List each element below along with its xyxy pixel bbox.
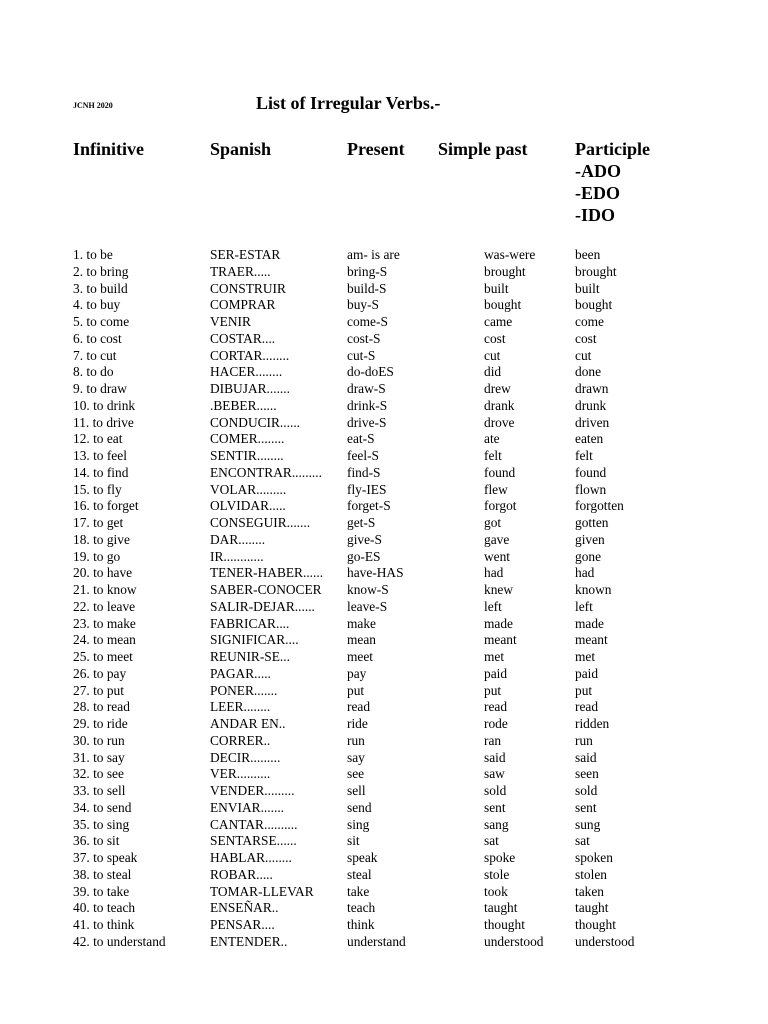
cell-infinitive: 6. to cost: [73, 330, 122, 346]
column-header-simple-past: Simple past: [438, 139, 528, 159]
table-row: [0, 415, 768, 432]
table-row: [0, 549, 768, 566]
cell-spanish: TRAER.....: [210, 263, 271, 279]
cell-simple-past: ate: [484, 431, 500, 447]
cell-simple-past: understood: [484, 933, 544, 949]
cell-present: get-S: [347, 515, 376, 530]
cell-infinitive: 31. to say: [73, 749, 125, 765]
cell-participle: found: [575, 464, 607, 480]
cell-participle: brought: [575, 263, 617, 279]
cell-present: bring-S: [347, 263, 388, 279]
cell-spanish: CONDUCIR......: [210, 414, 301, 430]
cell-present: have-HAS: [347, 565, 404, 581]
cell-infinitive: 2. to bring: [73, 263, 129, 279]
cell-simple-past: taught: [484, 900, 518, 916]
table-row: [0, 833, 768, 850]
cell-present: mean: [347, 632, 376, 648]
cell-spanish: CONSEGUIR.......: [210, 515, 311, 530]
cell-infinitive: 9. to draw: [73, 381, 127, 396]
cell-participle: cost: [575, 330, 597, 346]
cell-participle: meant: [575, 632, 608, 648]
cell-infinitive: 21. to know: [73, 582, 137, 597]
cell-infinitive: 16. to forget: [73, 498, 139, 514]
cell-infinitive: 18. to give: [73, 531, 130, 547]
cell-participle: had: [575, 565, 595, 581]
cell-simple-past: went: [484, 548, 511, 564]
cell-infinitive: 26. to pay: [73, 665, 127, 681]
cell-infinitive: 13. to feel: [73, 448, 127, 463]
cell-participle: ridden: [575, 716, 610, 731]
cell-participle: made: [575, 615, 604, 631]
cell-present: cut-S: [347, 347, 376, 363]
column-header-present: Present: [347, 139, 405, 159]
cell-spanish: ROBAR.....: [210, 866, 273, 882]
table-row: [0, 750, 768, 767]
cell-participle: drunk: [575, 397, 607, 413]
cell-infinitive: 25. to meet: [73, 649, 133, 664]
cell-spanish: ENVIAR.......: [210, 799, 285, 815]
cell-simple-past: drank: [484, 397, 515, 413]
cell-participle: stolen: [575, 866, 607, 882]
table-row: [0, 465, 768, 482]
cell-simple-past: came: [484, 314, 513, 329]
cell-infinitive: 1. to be: [73, 247, 113, 262]
cell-spanish: FABRICAR....: [210, 615, 290, 631]
table-row: [0, 515, 768, 532]
cell-present: know-S: [347, 582, 389, 597]
cell-spanish: SER-ESTAR: [210, 247, 281, 262]
cell-infinitive: 4. to buy: [73, 297, 121, 313]
cell-infinitive: 36. to sit: [73, 833, 120, 849]
table-row: [0, 649, 768, 666]
cell-infinitive: 41. to think: [73, 917, 135, 932]
cell-participle: been: [575, 247, 601, 262]
cell-participle: left: [575, 598, 593, 614]
cell-simple-past: brought: [484, 263, 526, 279]
cell-infinitive: 20. to have: [73, 565, 133, 581]
cell-participle: known: [575, 582, 612, 597]
table-row: [0, 683, 768, 700]
cell-spanish: VOLAR.........: [210, 481, 287, 497]
cell-participle: sold: [575, 783, 598, 798]
cell-simple-past: cut: [484, 347, 501, 363]
cell-participle: bought: [575, 297, 613, 313]
table-row: [0, 448, 768, 465]
cell-infinitive: 8. to do: [73, 364, 114, 380]
table-row: [0, 297, 768, 314]
table-row: [0, 699, 768, 716]
cell-present: send: [347, 799, 372, 815]
cell-participle: driven: [575, 414, 610, 430]
cell-simple-past: cost: [484, 330, 506, 346]
cell-present: come-S: [347, 314, 388, 329]
cell-participle: taken: [575, 883, 604, 899]
cell-infinitive: 37. to speak: [73, 850, 138, 865]
cell-spanish: COSTAR....: [210, 330, 276, 346]
cell-present: eat-S: [347, 431, 375, 447]
column-header-infinitive: Infinitive: [73, 139, 145, 159]
table-row: [0, 532, 768, 549]
cell-present: find-S: [347, 464, 381, 480]
cell-simple-past: built: [484, 280, 509, 296]
cell-spanish: ENTENDER..: [210, 933, 288, 949]
cell-present: go-ES: [347, 548, 381, 564]
cell-infinitive: 30. to run: [73, 732, 125, 748]
cell-spanish: CORTAR........: [210, 347, 290, 363]
cell-infinitive: 5. to come: [73, 314, 130, 329]
table-row: [0, 381, 768, 398]
cell-spanish: VENDER.........: [210, 783, 295, 798]
table-row: [0, 498, 768, 515]
cell-infinitive: 7. to cut: [73, 347, 117, 363]
cell-participle: read: [575, 699, 599, 715]
table-row: [0, 867, 768, 884]
cell-infinitive: 35. to sing: [73, 816, 130, 832]
table-row: [0, 850, 768, 867]
cell-present: do-doES: [347, 364, 394, 380]
cell-present: give-S: [347, 531, 382, 547]
table-row: [0, 398, 768, 415]
document-code: JCNH 2020: [73, 101, 113, 110]
cell-simple-past: sang: [484, 816, 509, 832]
cell-participle: drawn: [575, 381, 609, 396]
cell-spanish: ANDAR EN..: [210, 716, 286, 731]
cell-simple-past: drew: [484, 381, 511, 396]
cell-participle: flown: [575, 481, 607, 497]
cell-infinitive: 12. to eat: [73, 431, 123, 447]
cell-present: buy-S: [347, 297, 379, 313]
cell-spanish: VER..........: [210, 766, 271, 782]
table-row: [0, 934, 768, 951]
cell-participle: gotten: [575, 515, 609, 530]
cell-participle: given: [575, 531, 605, 547]
cell-participle: felt: [575, 448, 593, 463]
cell-participle: thought: [575, 917, 616, 932]
cell-participle: spoken: [575, 850, 613, 865]
cell-participle: put: [575, 682, 593, 698]
cell-spanish: OLVIDAR.....: [210, 498, 286, 514]
cell-participle: run: [575, 732, 593, 748]
table-row: [0, 800, 768, 817]
cell-simple-past: met: [484, 649, 505, 664]
cell-simple-past: flew: [484, 481, 508, 497]
table-row: [0, 716, 768, 733]
table-row: [0, 348, 768, 365]
table-row: [0, 364, 768, 381]
cell-simple-past: did: [484, 364, 502, 380]
table-row: [0, 884, 768, 901]
cell-present: build-S: [347, 280, 387, 296]
cell-spanish: VENIR: [210, 314, 251, 329]
cell-spanish: CONSTRUIR: [210, 280, 286, 296]
cell-participle: taught: [575, 900, 609, 916]
participle-suffix: -EDO: [575, 183, 620, 203]
participle-suffix: -IDO: [575, 205, 615, 225]
cell-simple-past: got: [484, 515, 502, 530]
cell-spanish: HABLAR........: [210, 850, 292, 865]
cell-present: sell: [347, 783, 366, 798]
cell-infinitive: 42. to understand: [73, 933, 166, 949]
cell-simple-past: paid: [484, 665, 508, 681]
cell-simple-past: ran: [484, 732, 502, 748]
cell-spanish: ENSEÑAR..: [210, 900, 279, 916]
cell-simple-past: meant: [484, 632, 517, 648]
cell-simple-past: put: [484, 682, 502, 698]
cell-infinitive: 15. to fly: [73, 481, 122, 497]
cell-spanish: REUNIR-SE...: [210, 649, 290, 664]
cell-participle: cut: [575, 347, 592, 363]
cell-spanish: PAGAR.....: [210, 665, 271, 681]
table-row: [0, 482, 768, 499]
cell-spanish: DAR........: [210, 531, 266, 547]
cell-infinitive: 17. to get: [73, 515, 124, 530]
cell-simple-past: said: [484, 749, 506, 765]
cell-infinitive: 3. to build: [73, 280, 128, 296]
cell-simple-past: stole: [484, 866, 510, 882]
document-title: List of Irregular Verbs.-: [256, 93, 441, 113]
cell-infinitive: 34. to send: [73, 799, 132, 815]
cell-simple-past: thought: [484, 917, 525, 932]
cell-simple-past: took: [484, 883, 508, 899]
cell-simple-past: bought: [484, 297, 522, 313]
cell-present: forget-S: [347, 498, 391, 514]
cell-spanish: SIGNIFICAR....: [210, 632, 299, 648]
cell-simple-past: rode: [484, 716, 508, 731]
cell-spanish: .BEBER......: [210, 397, 277, 413]
cell-spanish: IR............: [210, 548, 264, 564]
cell-present: steal: [347, 866, 372, 882]
cell-participle: said: [575, 749, 597, 765]
verb-table: [0, 247, 768, 951]
cell-infinitive: 14. to find: [73, 464, 129, 480]
table-row: [0, 783, 768, 800]
cell-participle: paid: [575, 665, 599, 681]
cell-simple-past: forgot: [484, 498, 517, 514]
cell-infinitive: 27. to put: [73, 682, 124, 698]
table-row: [0, 900, 768, 917]
cell-infinitive: 23. to make: [73, 615, 136, 631]
cell-spanish: CANTAR..........: [210, 816, 298, 832]
cell-present: meet: [347, 649, 374, 664]
cell-infinitive: 40. to teach: [73, 900, 136, 916]
cell-spanish: SENTARSE......: [210, 833, 297, 849]
cell-infinitive: 22. to leave: [73, 598, 136, 614]
cell-spanish: SENTIR........: [210, 448, 284, 463]
table-row: [0, 766, 768, 783]
cell-participle: sat: [575, 833, 590, 849]
table-row: [0, 264, 768, 281]
cell-simple-past: sat: [484, 833, 499, 849]
cell-infinitive: 24. to mean: [73, 632, 136, 648]
cell-present: am- is are: [347, 247, 400, 262]
cell-participle: eaten: [575, 431, 604, 447]
cell-participle: met: [575, 649, 596, 664]
table-row: [0, 431, 768, 448]
cell-spanish: COMPRAR: [210, 297, 276, 313]
cell-participle: gone: [575, 548, 602, 564]
cell-present: sing: [347, 816, 370, 832]
table-row: [0, 582, 768, 599]
cell-simple-past: saw: [484, 766, 505, 782]
column-header-spanish: Spanish: [210, 139, 272, 159]
cell-participle: sent: [575, 799, 597, 815]
cell-present: ride: [347, 716, 368, 731]
cell-spanish: LEER........: [210, 699, 271, 715]
cell-participle: sung: [575, 816, 601, 832]
cell-spanish: CORRER..: [210, 732, 271, 748]
cell-spanish: DECIR.........: [210, 749, 281, 765]
cell-present: put: [347, 682, 365, 698]
cell-present: fly-IES: [347, 481, 387, 497]
cell-spanish: DIBUJAR.......: [210, 381, 290, 396]
table-row: [0, 917, 768, 934]
table-row: [0, 817, 768, 834]
cell-present: say: [347, 749, 365, 765]
cell-simple-past: was-were: [484, 247, 536, 262]
cell-spanish: HACER........: [210, 364, 283, 380]
cell-present: take: [347, 883, 370, 899]
cell-spanish: PONER.......: [210, 682, 278, 698]
cell-present: understand: [347, 933, 406, 949]
cell-simple-past: drove: [484, 414, 515, 430]
cell-present: make: [347, 615, 376, 631]
cell-infinitive: 39. to take: [73, 883, 130, 899]
cell-present: pay: [347, 665, 367, 681]
table-row: [0, 599, 768, 616]
cell-spanish: TENER-HABER......: [210, 565, 324, 581]
cell-simple-past: knew: [484, 582, 514, 597]
participle-suffix: -ADO: [575, 161, 621, 181]
cell-simple-past: left: [484, 598, 502, 614]
table-row: [0, 616, 768, 633]
cell-present: leave-S: [347, 598, 388, 614]
cell-spanish: SABER-CONOCER: [210, 582, 322, 597]
cell-spanish: ENCONTRAR.........: [210, 464, 322, 480]
cell-spanish: SALIR-DEJAR......: [210, 598, 315, 614]
cell-present: teach: [347, 900, 376, 916]
cell-infinitive: 38. to steal: [73, 866, 132, 882]
cell-participle: seen: [575, 766, 599, 782]
cell-present: run: [347, 732, 365, 748]
cell-infinitive: 19. to go: [73, 548, 121, 564]
cell-simple-past: gave: [484, 531, 510, 547]
cell-present: drink-S: [347, 397, 388, 413]
cell-present: think: [347, 917, 375, 932]
cell-simple-past: made: [484, 615, 513, 631]
cell-spanish: COMER........: [210, 431, 285, 447]
table-row: [0, 314, 768, 331]
column-header-participle: [575, 138, 650, 226]
cell-simple-past: sent: [484, 799, 506, 815]
cell-simple-past: read: [484, 699, 508, 715]
cell-infinitive: 10. to drink: [73, 397, 136, 413]
cell-infinitive: 29. to ride: [73, 716, 128, 731]
table-row: [0, 247, 768, 264]
cell-present: see: [347, 766, 365, 782]
cell-infinitive: 28. to read: [73, 699, 130, 715]
cell-present: read: [347, 699, 371, 715]
cell-spanish: TOMAR-LLEVAR: [210, 883, 314, 899]
cell-present: sit: [347, 833, 360, 849]
table-row: [0, 565, 768, 582]
cell-participle: forgotten: [575, 498, 624, 514]
cell-participle: built: [575, 280, 600, 296]
table-row: [0, 281, 768, 298]
cell-infinitive: 11. to drive: [73, 414, 134, 430]
table-row: [0, 666, 768, 683]
cell-spanish: PENSAR....: [210, 917, 275, 932]
participle-label: Participle: [575, 139, 650, 159]
table-row: [0, 331, 768, 348]
cell-simple-past: sold: [484, 783, 507, 798]
cell-infinitive: 33. to sell: [73, 783, 126, 798]
cell-simple-past: spoke: [484, 850, 516, 865]
cell-simple-past: had: [484, 565, 504, 581]
cell-present: feel-S: [347, 448, 379, 463]
cell-participle: done: [575, 364, 602, 380]
table-row: [0, 733, 768, 750]
cell-present: cost-S: [347, 330, 381, 346]
cell-participle: understood: [575, 933, 635, 949]
cell-simple-past: found: [484, 464, 516, 480]
table-row: [0, 632, 768, 649]
cell-infinitive: 32. to see: [73, 766, 124, 782]
cell-participle: come: [575, 314, 604, 329]
cell-simple-past: felt: [484, 448, 502, 463]
cell-present: drive-S: [347, 414, 387, 430]
cell-present: draw-S: [347, 381, 386, 396]
cell-present: speak: [347, 850, 378, 865]
